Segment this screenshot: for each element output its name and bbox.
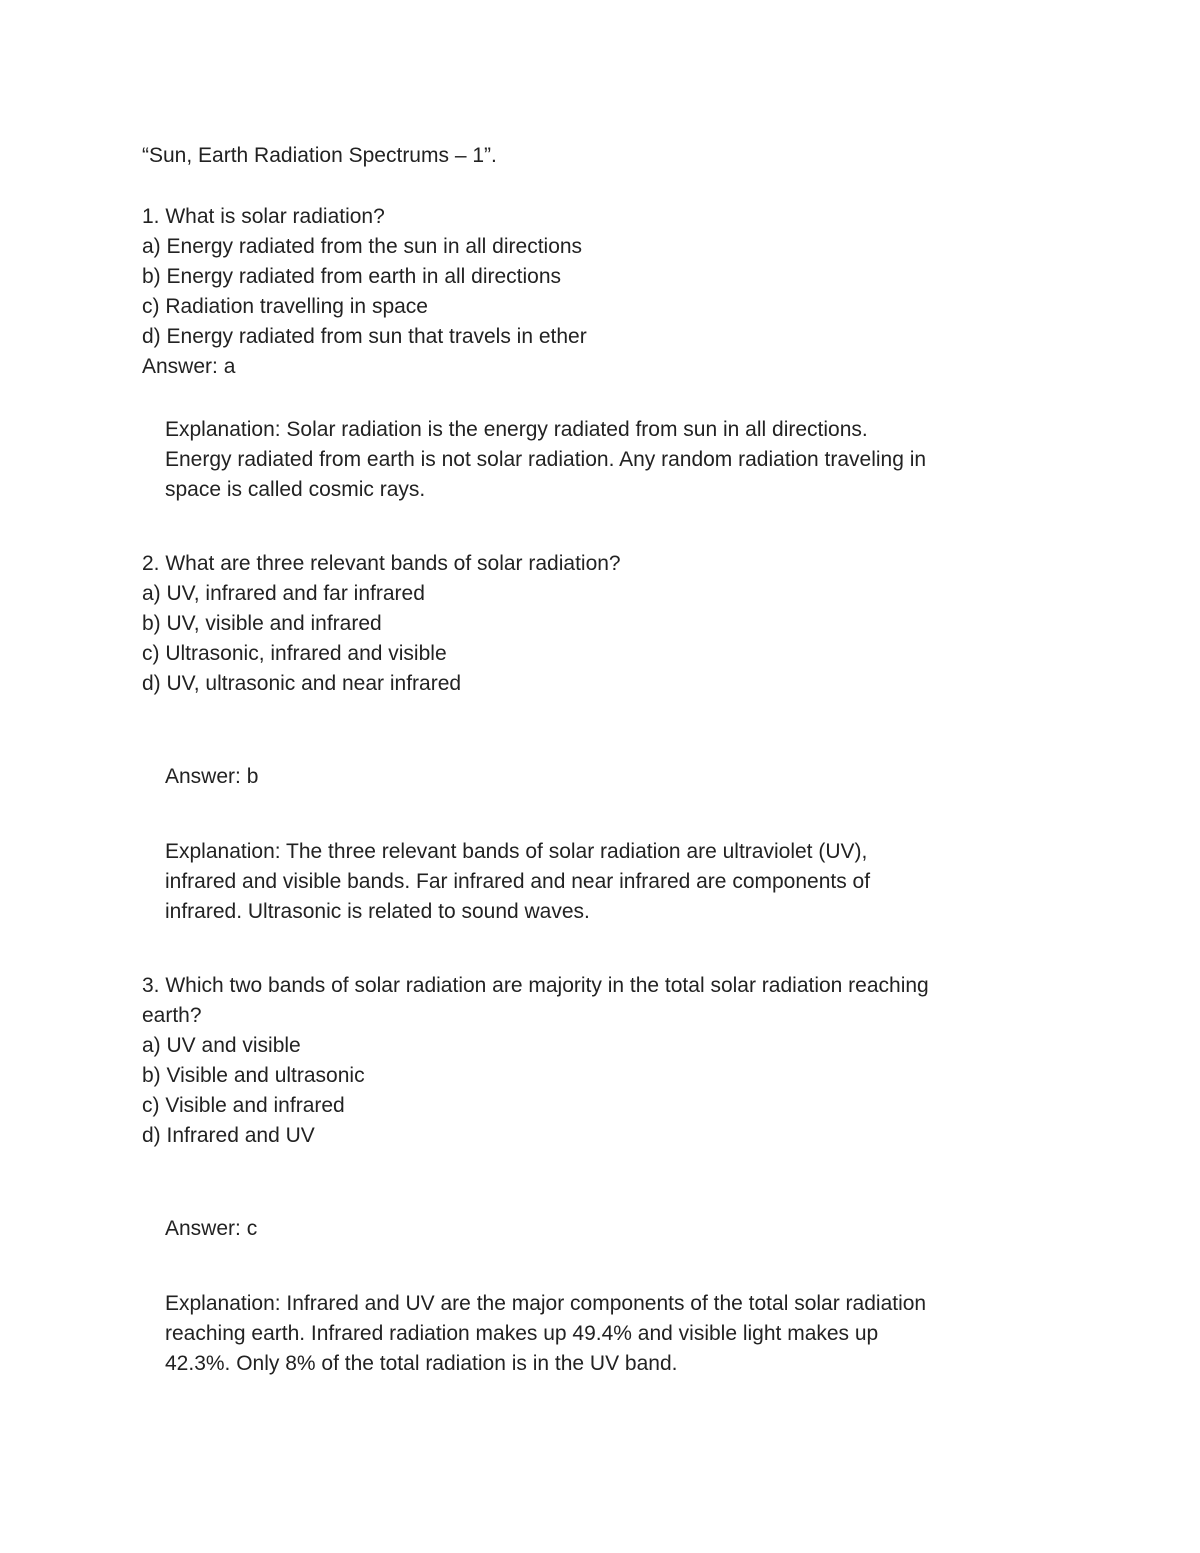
- question-1-explanation-line: Explanation: Solar radiation is the energy radiated from sun in all directions.: [165, 418, 868, 441]
- question-2-text: 2. What are three relevant bands of solar radiation?: [142, 552, 621, 575]
- question-3-explanation-line: reaching earth. Infrared radiation makes up 49.4% and visible light makes up: [165, 1322, 879, 1345]
- question-3-option-d: d) Infrared and UV: [142, 1124, 315, 1147]
- question-3-text: 3. Which two bands of solar radiation are majority in the total solar radiation reaching: [142, 974, 929, 997]
- question-1-explanation-line: Energy radiated from earth is not solar radiation. Any random radiation traveling in: [165, 448, 927, 471]
- document-title: “Sun, Earth Radiation Spectrums – 1”.: [142, 144, 497, 167]
- question-2-option-c: c) Ultrasonic, infrared and visible: [142, 642, 447, 665]
- question-1-answer: Answer: a: [142, 355, 236, 378]
- question-1-option-d: d) Energy radiated from sun that travels in ether: [142, 325, 587, 348]
- question-3-option-a: a) UV and visible: [142, 1034, 301, 1057]
- question-3-explanation-line: 42.3%. Only 8% of the total radiation is in the UV band.: [165, 1352, 678, 1375]
- question-3-option-c: c) Visible and infrared: [142, 1094, 345, 1117]
- question-1-text: 1. What is solar radiation?: [142, 205, 385, 228]
- question-2-option-d: d) UV, ultrasonic and near infrared: [142, 672, 462, 695]
- question-3-explanation-line: Explanation: Infrared and UV are the major components of the total solar radiation: [165, 1292, 927, 1315]
- question-2-option-a: a) UV, infrared and far infrared: [142, 582, 425, 605]
- question-2-answer: Answer: b: [165, 765, 259, 788]
- question-1-option-b: b) Energy radiated from earth in all directions: [142, 265, 562, 288]
- question-2-explanation-line: Explanation: The three relevant bands of solar radiation are ultraviolet (UV),: [165, 840, 868, 863]
- question-1-option-a: a) Energy radiated from the sun in all directions: [142, 235, 583, 258]
- question-1-explanation-line: space is called cosmic rays.: [165, 478, 426, 501]
- question-3-option-b: b) Visible and ultrasonic: [142, 1064, 365, 1087]
- question-2-explanation-line: infrared and visible bands. Far infrared and near infrared are components of: [165, 870, 871, 893]
- question-3-text-continued: earth?: [142, 1004, 202, 1027]
- question-2-explanation-line: infrared. Ultrasonic is related to sound waves.: [165, 900, 590, 923]
- question-2-option-b: b) UV, visible and infrared: [142, 612, 382, 635]
- question-3-answer: Answer: c: [165, 1217, 258, 1240]
- question-1-option-c: c) Radiation travelling in space: [142, 295, 428, 318]
